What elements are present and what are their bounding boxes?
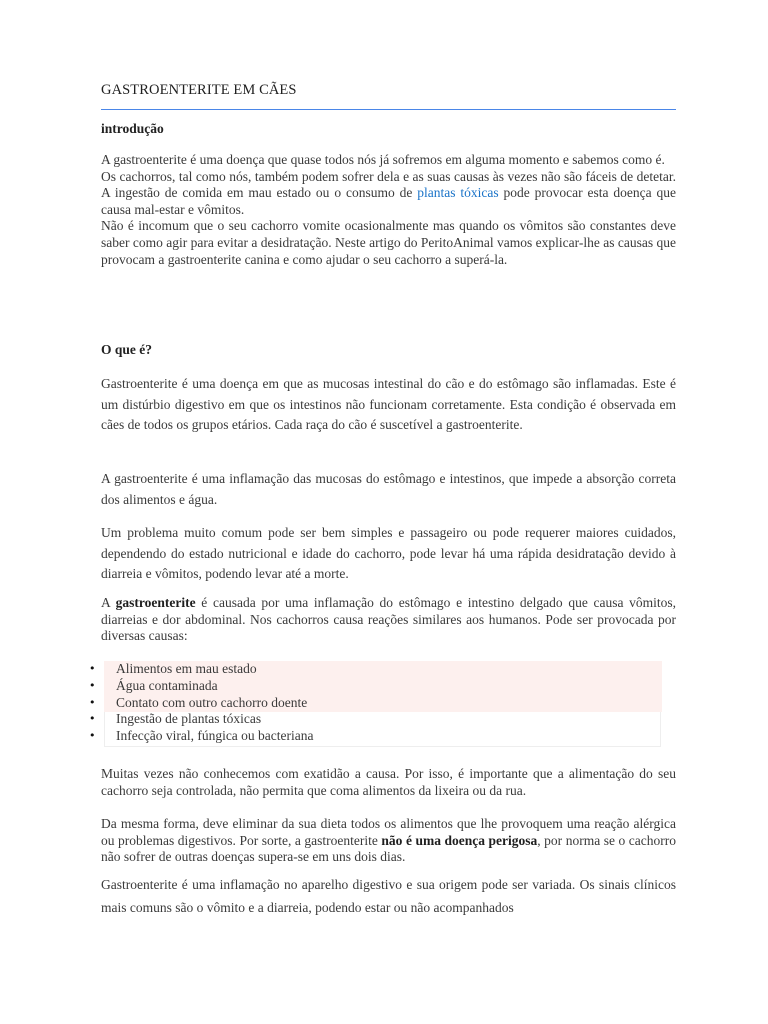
intro-text-3: Não é incomum que o seu cachorro vomite ocasionalmente mas quando os vômitos são constantes deve saber como agir para evitar a desidratação. Neste artigo do PeritoAnimal vamos explicar-lhe as causas que provocam a gastroenterite canina e como ajudar o seu cachorro a superá-la. [101,218,676,267]
bullet-icon: • [89,712,96,726]
bullet-icon: • [89,678,96,692]
list-item [89,728,662,745]
what-paragraph-2: A gastroenterite é uma inflamação das mucosas do estômago e intestinos, que impede a absorção correta dos alimentos e água. [101,471,676,507]
list-item-text: Contato com outro cachorro doente [116,694,308,710]
cause-paragraph [101,595,676,645]
bullet-icon: • [89,662,96,675]
toxic-plants-link[interactable]: plantas tóxicas [417,185,499,201]
intro-heading: introdução [101,121,164,136]
after-paragraph-2 [101,816,676,866]
list-item-text: Ingestão de plantas tóxicas [116,711,262,727]
what-heading: O que é? [101,342,153,357]
cause-text-b: é causada por uma inflamação do estômago e intestino delgado que causa vômitos, diarreias e dor abdominal. Nos cachorros causa reações similares aos humanos. Pode ser provocada por diversas causas: [101,595,676,644]
intro-paragraph [101,152,676,268]
after-paragraph-1: Muitas vezes não conhecemos com exatidão a causa. Por isso, é importante que a alimentação do seu cachorro seja controlada, não permita que coma alimentos da lixeira ou da rua. [101,766,676,798]
last-paragraph: Gastroenterite é uma inflamação no aparelho digestivo e sua origem pode ser variada. Os sinais clínicos mais comuns são o vômito e a diarreia, podendo estar ou não acompanhados [101,877,676,915]
list-item [89,677,662,695]
title-underline [101,109,676,110]
cause-bold: gastroenterite [115,595,196,610]
intro-text-2a: Os cachorros, tal como nós, também podem sofrer dela e as suas causas às vezes não são fáceis de detetar. A ingestão de comida em mau estado ou o consumo de [101,168,676,201]
list-item-text: Água contaminada [116,677,218,693]
what-paragraph-1: Gastroenterite é uma doença em que as mucosas intestinal do cão e do estômago são inflamadas. Este é um distúrbio digestivo em que os intestinos não funcionam corretamente. Esta condição é observada em cães de todos os grupos etários. Cada raça do cão é suscetível a gastroenterite. [101,376,676,432]
after-text-a: Da mesma forma, deve eliminar da sua dieta todos os alimentos que lhe provoquem uma reação alérgica ou problemas digestivos. Por sorte, a gastroenterite [101,816,676,848]
what-paragraph-3: Um problema muito comum pode ser bem simples e passageiro ou pode requerer maiores cuidados, dependendo do estado nutricional e idade do cachorro, pode levar há uma rápida desidratação devido à diarreia e vômitos, podendo levar até a morte. [101,525,676,581]
list-item [89,711,662,728]
intro-text-2b: pode provocar esta doença que causa mal-estar e vômitos. [101,185,676,217]
list-item [89,694,662,712]
intro-text-1: A gastroenterite é uma doença que quase todos nós já sofremos em alguma momento e sabemos como é. [101,152,665,167]
after-text-b: , por norma se o cachorro não sofrer de outras doenças supera-se em uns dois dias. [101,832,676,865]
list-item-text: Infecção viral, fúngica ou bacteriana [116,728,314,744]
after-bold: não é uma doença perigosa [381,832,538,848]
cause-text-a: A [101,595,116,610]
bullet-icon: • [89,729,96,743]
causes-list [89,661,662,745]
document-title: GASTROENTERITE EM CÃES [101,82,297,98]
bullet-icon: • [89,695,96,709]
list-item [89,661,662,678]
list-item-text: Alimentos em mau estado [116,661,257,676]
